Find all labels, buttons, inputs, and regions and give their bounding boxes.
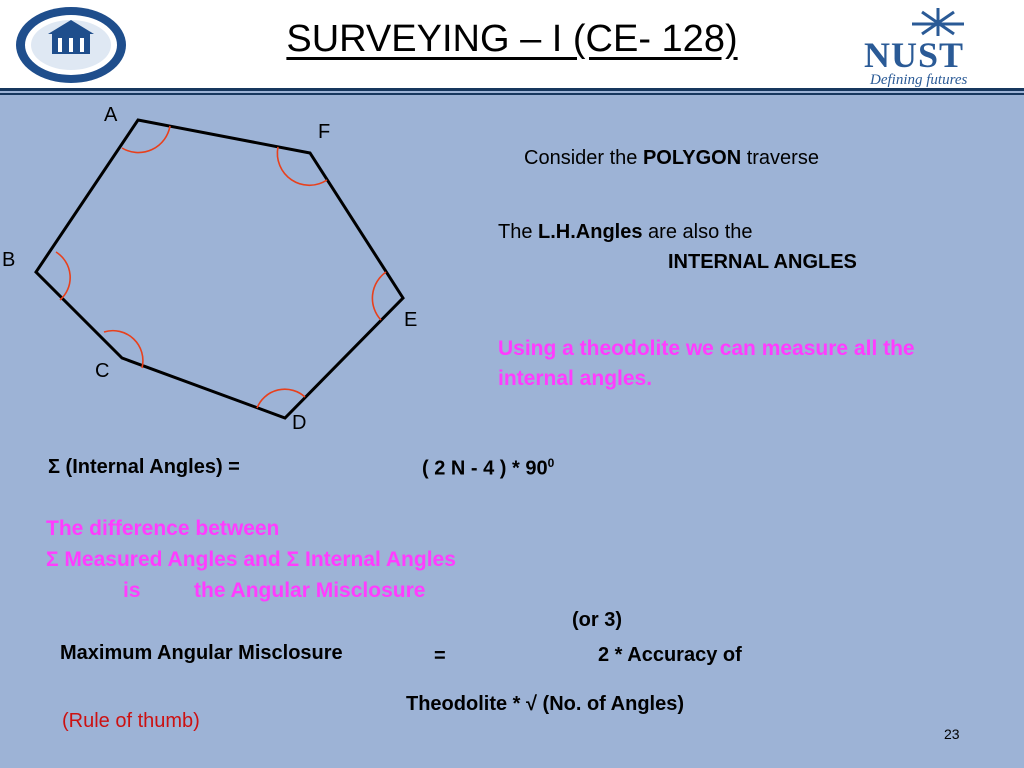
lh-angles-bold: L.H.Angles — [538, 221, 643, 243]
difference-line-3-misclosure: the Angular Misclosure — [194, 579, 426, 602]
vertex-label-e: E — [404, 309, 418, 331]
vertex-label-a: A — [104, 104, 118, 126]
polygon-outline — [36, 120, 403, 418]
max-misclosure-label: Maximum Angular Misclosure — [60, 642, 343, 664]
sum-internal-angles-label: Σ (Internal Angles) = — [48, 456, 240, 478]
page-number: 23 — [944, 726, 960, 742]
lh-angles-text — [498, 221, 753, 244]
nust-wordmark: NUST — [864, 35, 965, 75]
vertex-label-b: B — [2, 249, 16, 271]
vertex-label-c: C — [95, 360, 110, 382]
consider-text-pre: Consider the — [524, 147, 643, 169]
angle-arc-a — [122, 126, 170, 153]
header-rule-thin — [0, 93, 1024, 95]
internal-angles-text: INTERNAL ANGLES — [668, 251, 857, 273]
slide-header — [0, 0, 1024, 90]
difference-line-2: Σ Measured Angles and Σ Internal Angles — [46, 548, 456, 571]
slide-title: SURVEYING – I (CE- 128) — [286, 18, 738, 60]
sum-formula-main: ( 2 N - 4 ) * 90 — [422, 457, 548, 480]
difference-line-1: The difference between — [46, 517, 280, 540]
or-3-text: (or 3) — [572, 609, 622, 631]
nust-emblem-icon — [898, 4, 978, 38]
angle-arc-e — [372, 272, 386, 320]
consider-text — [524, 147, 819, 170]
difference-line-3-is: is — [123, 579, 141, 602]
theodolite-note-line-2: internal angles. — [498, 367, 653, 390]
lh-angles-post: are also the — [642, 221, 753, 243]
header-rule — [0, 88, 1024, 91]
accuracy-text: 2 * Accuracy of — [598, 644, 742, 666]
degree-superscript: 0 — [547, 456, 555, 470]
vertex-label-f: F — [318, 121, 331, 143]
vertex-label-d: D — [292, 412, 307, 434]
nust-tagline: Defining futures — [870, 72, 968, 88]
theodolite-formula: Theodolite * √ (No. of Angles) — [406, 693, 684, 715]
polygon-traverse-diagram — [0, 100, 440, 440]
consider-text-bold: POLYGON — [642, 147, 742, 169]
lh-angles-pre: The — [498, 221, 539, 243]
consider-text-post: traverse — [741, 147, 819, 169]
nust-logo — [858, 4, 1008, 88]
rule-of-thumb-text: (Rule of thumb) — [62, 710, 200, 732]
sum-formula — [422, 456, 554, 481]
max-misclosure-equals: = — [434, 645, 446, 667]
theodolite-note-line-1: Using a theodolite we can measure all the — [498, 337, 915, 360]
